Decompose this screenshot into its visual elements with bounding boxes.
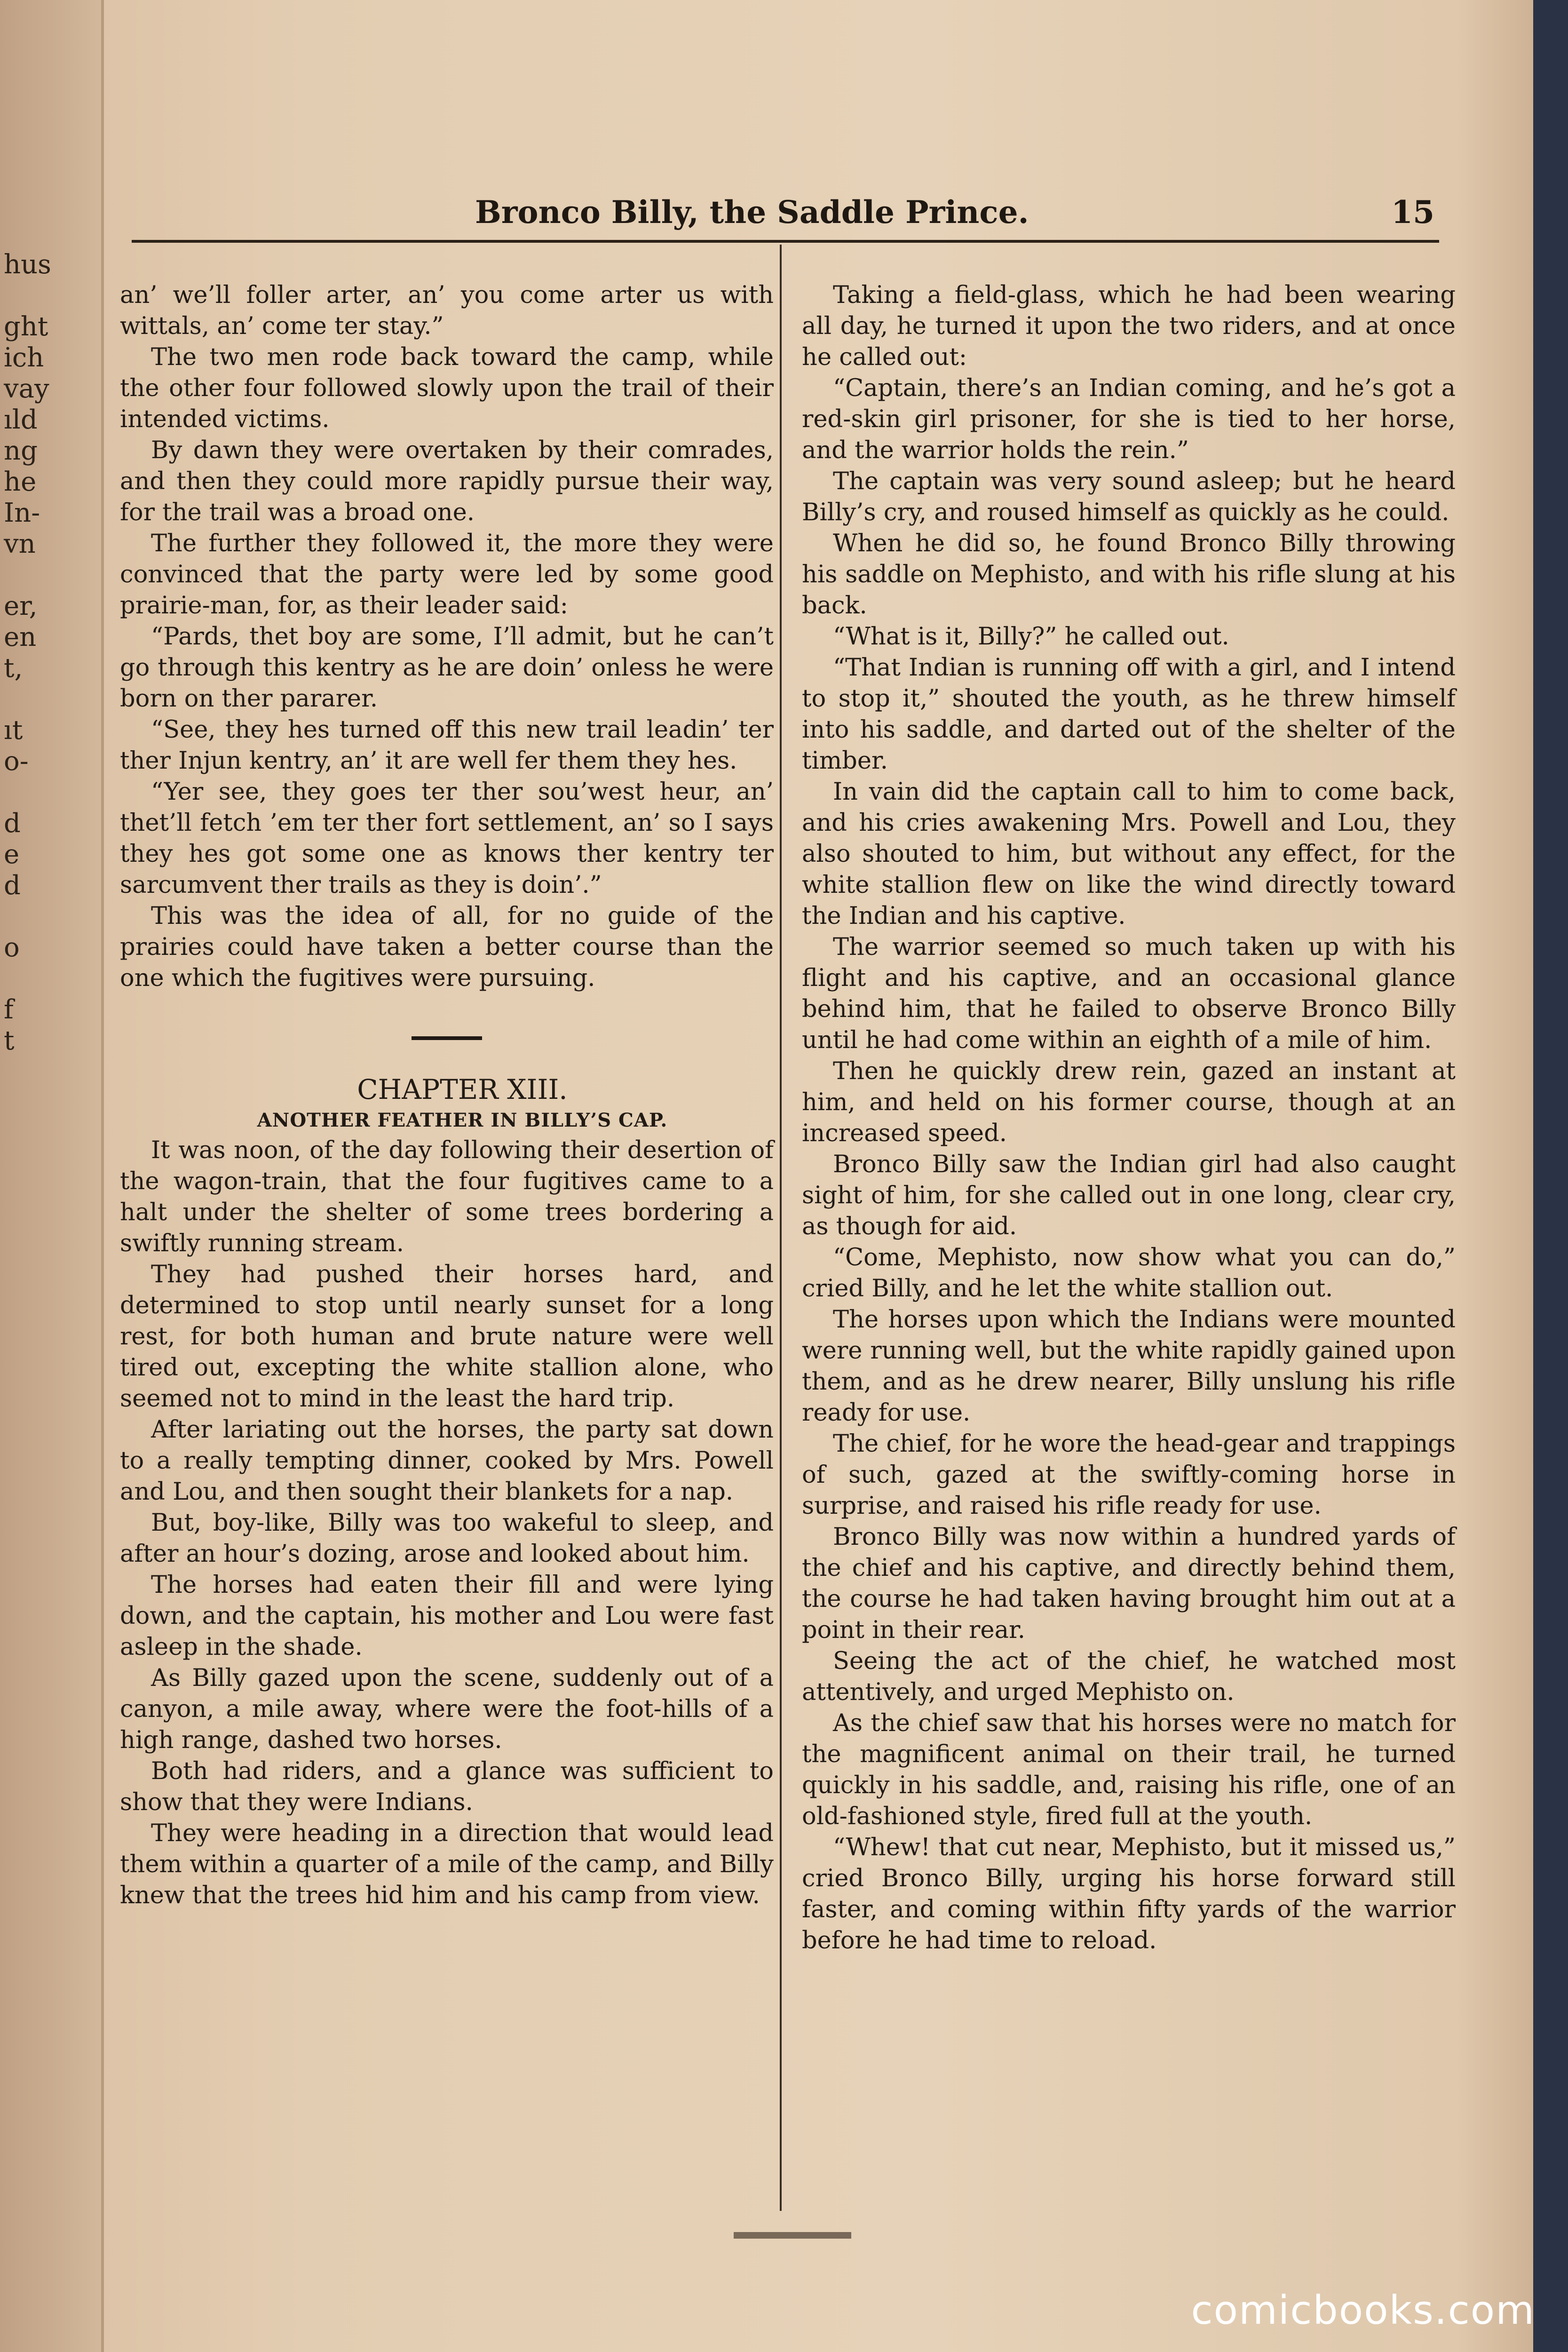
paragraph: Taking a field-glass, which he had been wearing all day, he turned it upon the two riders, and at once he called out: xyxy=(802,281,1456,371)
paragraph: By dawn they were overtaken by their comrades, and then they could more rapidly pursue their way, for the trail was a broad one. xyxy=(120,437,774,526)
previous-page-fragment: er, xyxy=(4,591,38,621)
previous-page-fragment xyxy=(0,777,51,808)
paragraph: “Pards, thet boy are some, I’ll admit, but he can’t go through this kentry as he are doin’ onless he were born on ther pararer. xyxy=(120,623,774,713)
paragraph: After lariating out the horses, the party sat down to a really tempting dinner, cooked by Mrs. Powell and Lou, and then sought their blankets for a nap. xyxy=(120,1416,774,1506)
paragraph: Bronco Billy was now within a hundred yards of the chief and his captive, and directly behind them, the course he had taken having brought him out at a point in their rear. xyxy=(802,1523,1456,1644)
chapter-subtitle: ANOTHER FEATHER IN BILLY’S CAP. xyxy=(257,1109,668,1131)
paragraph: The horses upon which the Indians were mounted were running well, but the white rapidly gained upon them, and as he drew nearer, Billy unslung his rifle ready for use. xyxy=(802,1306,1456,1427)
paragraph: “Come, Mephisto, now show what you can do,” cried Billy, and he let the white stallion out. xyxy=(802,1244,1456,1303)
paragraph: “What is it, Billy?” he called out. xyxy=(833,623,1229,651)
previous-page-fragment: t xyxy=(4,1025,15,1056)
previous-page-fragment: he xyxy=(4,467,37,497)
previous-page-fragment: vay xyxy=(4,373,49,404)
paragraph: The horses had eaten their fill and were lying down, and the captain, his mother and Lou were fast asleep in the shade. xyxy=(120,1571,774,1661)
column-divider xyxy=(780,245,782,2211)
paragraph: Then he quickly drew rein, gazed an instant at him, and held on his former course, though at an increased speed. xyxy=(802,1057,1456,1147)
previous-page-fragment xyxy=(0,963,51,994)
previous-page-fragment: ich xyxy=(4,342,44,373)
paragraph: Seeing the act of the chief, he watched most attentively, and urged Mephisto on. xyxy=(802,1647,1456,1706)
previous-page-fragment xyxy=(0,280,51,311)
previous-page-fragment: ght xyxy=(4,311,48,342)
previous-page-fragment xyxy=(0,684,51,715)
section-divider xyxy=(412,1036,482,1040)
previous-page-fragment: o xyxy=(4,932,20,963)
previous-page-fragment: t, xyxy=(4,653,23,683)
paragraph: They had pushed their horses hard, and determined to stop until nearly sunset for a long rest, for both human and brute nature were well tired out, excepting the white stallion alone, who seemed not to mind in the least the hard trip. xyxy=(120,1261,774,1413)
paragraph: This was the idea of all, for no guide of the prairies could have taken a better course than the one which the fugitives were pursuing. xyxy=(120,902,774,992)
paragraph: They were heading in a direction that would lead them within a quarter of a mile of the camp, and Billy knew that the trees hid him and his camp from view. xyxy=(120,1820,774,1909)
running-header xyxy=(132,188,1439,243)
previous-page-fragment: d xyxy=(4,808,21,839)
paragraph: The captain was very sound asleep; but he heard Billy’s cry, and roused himself as quickly as he could. xyxy=(802,468,1456,526)
paragraph: “See, they hes turned off this new trail leadin’ ter ther Injun kentry, an’ it are well fer them they hes. xyxy=(120,716,774,775)
previous-page-fragment xyxy=(0,901,51,932)
page-number: 15 xyxy=(1391,194,1434,230)
paragraph: “Captain, there’s an Indian coming, and he’s got a red-skin girl prisoner, for she is tied to her horse, and the warrior holds the rein.” xyxy=(802,374,1456,464)
paragraph: “Yer see, they goes ter ther sou’west heur, an’ thet’ll fetch ’em ter ther fort settlement, an’ so I says they hes got some one as knows ther kentry ter sarcumvent ther trails as they is doin’.” xyxy=(120,778,774,899)
previous-page-edge xyxy=(0,0,104,2352)
previous-page-fragment: ng xyxy=(4,436,38,466)
printer-mark xyxy=(734,2232,851,2239)
paragraph: an’ we’ll foller arter, an’ you come arter us with wittals, an’ come ter stay.” xyxy=(120,281,774,340)
paragraph: The chief, for he wore the head-gear and trappings of such, gazed at the swiftly-coming horse in surprise, and raised his rifle ready for use. xyxy=(802,1430,1456,1520)
previous-page-fragment: f xyxy=(4,994,14,1025)
paragraph: Bronco Billy saw the Indian girl had also caught sight of him, for she called out in one long, clear cry, as though for aid. xyxy=(802,1151,1456,1240)
paragraph: When he did so, he found Bronco Billy throwing his saddle on Mephisto, and with his rifle slung at his back. xyxy=(802,530,1456,620)
left-column-top-text xyxy=(120,280,774,994)
previous-page-fragment: o- xyxy=(4,746,29,777)
previous-page-fragment: e xyxy=(4,839,20,870)
paragraph: “Whew! that cut near, Mephisto, but it missed us,” cried Bronco Billy, urging his horse forward still faster, and coming within fifty yards of the warrior before he had time to reload. xyxy=(802,1834,1456,1955)
previous-page-fragment: In- xyxy=(4,498,40,528)
right-column xyxy=(802,280,1456,1956)
previous-page-fragment: vn xyxy=(4,529,36,559)
paragraph: But, boy-like, Billy was too wakeful to sleep, and after an hour’s dozing, arose and looked about him. xyxy=(120,1509,774,1568)
paragraph: The further they followed it, the more they were convinced that the party were led by some good prairie-man, for, as their leader said: xyxy=(120,530,774,620)
watermark: comicbooks.com xyxy=(1191,2287,1535,2333)
paragraph: As the chief saw that his horses were no match for the magnificent animal on their trail, he turned quickly in his saddle, and, raising his rifle, one of an old-fashioned style, fired full at the youth. xyxy=(802,1709,1456,1830)
chapter-title: CHAPTER XIII. xyxy=(357,1073,568,1105)
previous-page-fragment: ıt xyxy=(4,715,23,746)
paragraph: Both had riders, and a glance was sufficient to show that they were Indians. xyxy=(120,1757,774,1816)
previous-page-fragments xyxy=(0,249,51,1057)
previous-page-fragment xyxy=(0,560,51,591)
paragraph: In vain did the captain call to him to come back, and his cries awakening Mrs. Powell and Lou, they also shouted to him, but without any effect, for the white stallion flew on like the wind directly toward the Indian and his captive. xyxy=(802,778,1456,930)
paragraph: The two men rode back toward the camp, while the other four followed slowly upon the trail of their intended victims. xyxy=(120,343,774,433)
paragraph: The warrior seemed so much taken up with his flight and his captive, and an occasional glance behind him, that he failed to observe Bronco Billy until he had come within an eighth of a mile of him. xyxy=(802,933,1456,1054)
previous-page-fragment: hus xyxy=(4,249,51,280)
paragraph: “That Indian is running off with a girl, and I intend to stop it,” shouted the youth, as he threw himself into his saddle, and darted out of the shelter of the timber. xyxy=(802,654,1456,775)
previous-page-fragment: en xyxy=(4,622,37,652)
previous-page-fragment: ıld xyxy=(4,405,38,435)
left-column-chapter-text xyxy=(120,1135,774,1911)
paragraph: It was noon, of the day following their desertion of the wagon-train, that the four fugitives came to a halt under the shelter of some trees bordering a swiftly running stream. xyxy=(120,1136,774,1257)
previous-page-fragment: d xyxy=(4,870,21,901)
left-column xyxy=(120,280,774,1911)
paragraph: As Billy gazed upon the scene, suddenly out of a canyon, a mile away, where were the foot-hills of a high range, dashed two horses. xyxy=(120,1664,774,1754)
running-title: Bronco Billy, the Saddle Prince. xyxy=(475,194,1029,230)
right-column-text xyxy=(802,280,1456,1956)
